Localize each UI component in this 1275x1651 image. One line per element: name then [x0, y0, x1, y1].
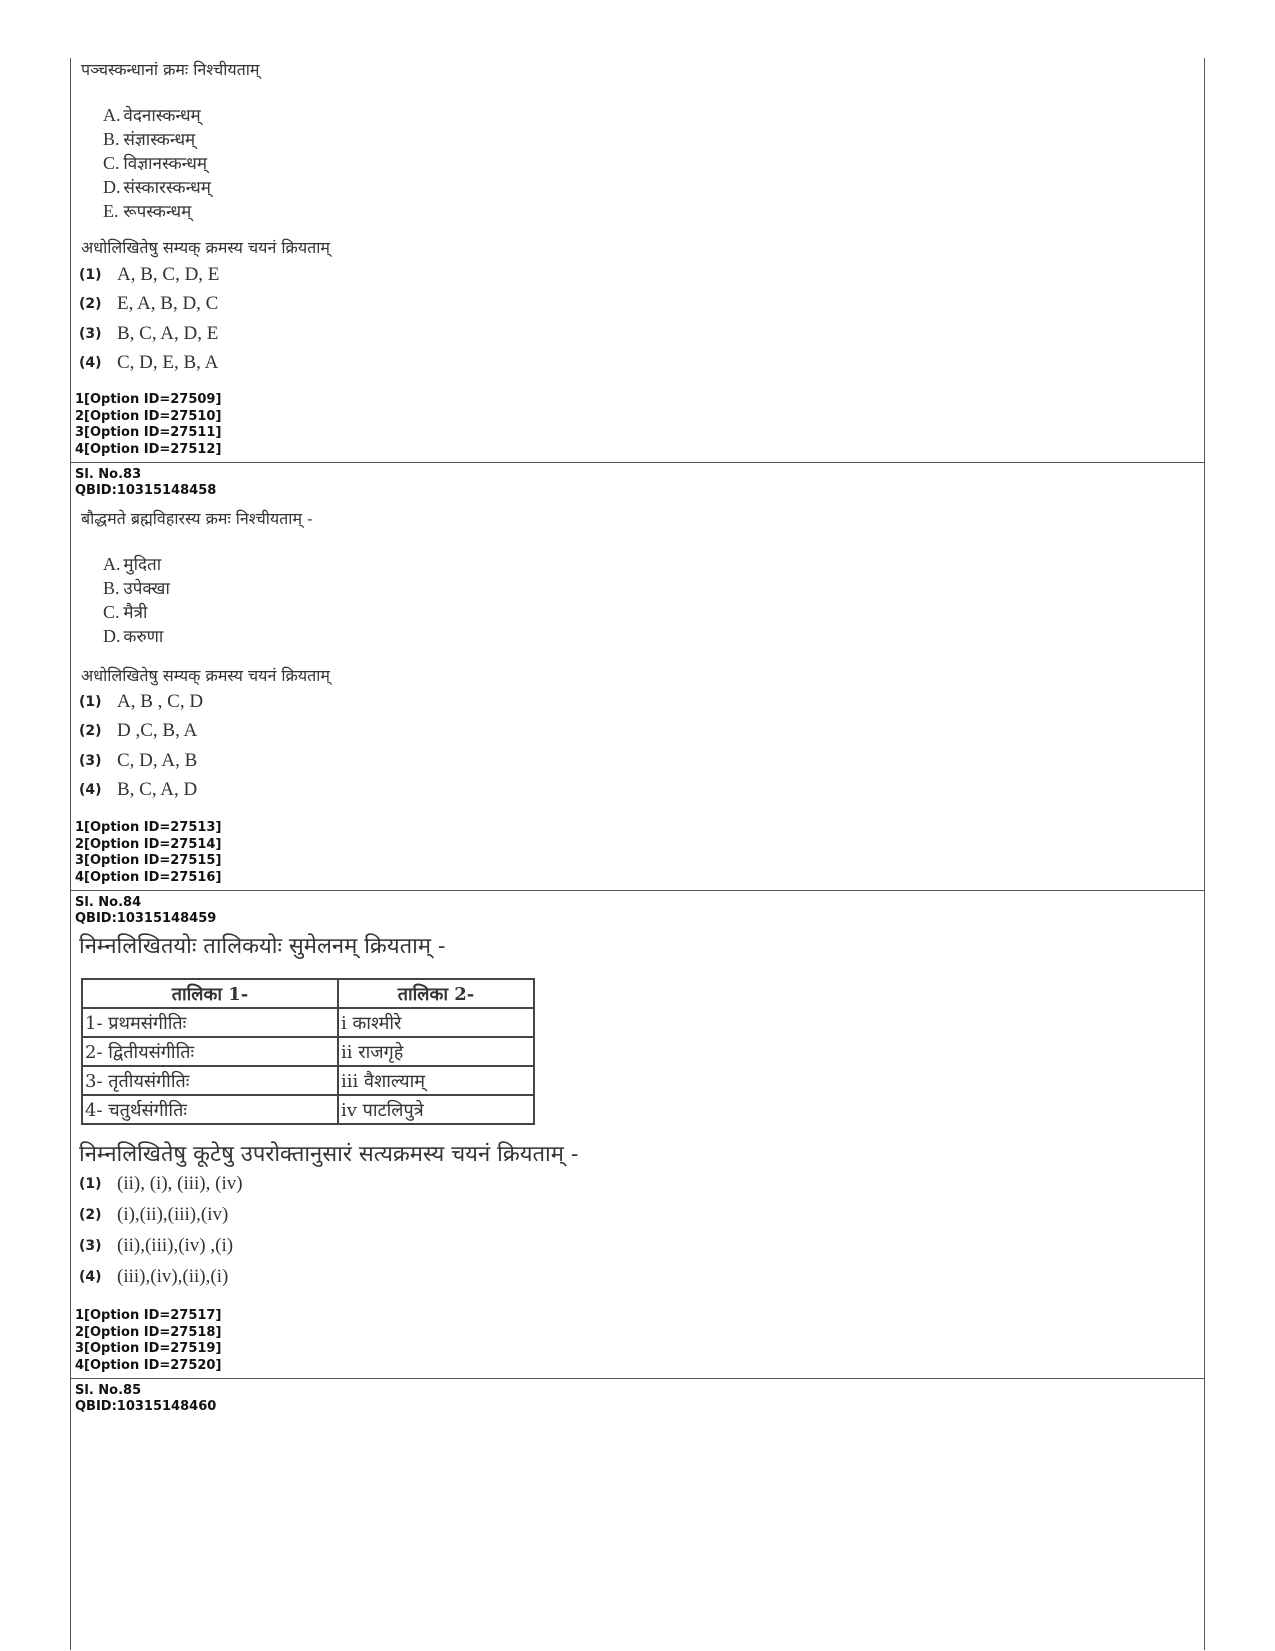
table-cell: iv पाटलिपुत्रे: [338, 1095, 534, 1124]
option-id: 2[Option ID=27518]: [75, 1324, 222, 1340]
q83-items: [103, 553, 170, 649]
answer-option[interactable]: (1) A, B , C, D: [79, 690, 204, 712]
q83-options: [79, 687, 203, 805]
answer-option[interactable]: (1) A, B, C, D, E: [79, 263, 220, 285]
table-cell: iii वैशाल्याम्: [338, 1066, 534, 1095]
q82-options: [79, 260, 219, 378]
list-item: B. उपेक्खा: [103, 578, 170, 599]
answer-option[interactable]: (3) (ii),(iii),(iv) ,(i): [79, 1234, 234, 1256]
q84-options: [79, 1168, 243, 1292]
option-id: 2[Option ID=27510]: [75, 408, 222, 424]
table-row: [82, 1095, 534, 1124]
q84-instruction: निम्नलिखितेषु कूटेषु उपरोक्तानुसारं सत्यक्रमस्य चयनं क्रियताम् -: [79, 1142, 579, 1167]
q84-option-ids: [75, 1308, 221, 1374]
answer-option[interactable]: (4) C, D, E, B, A: [79, 352, 219, 374]
table-cell: 3- तृतीयसंगीतिः: [82, 1066, 338, 1095]
answer-option[interactable]: (1) (ii), (i), (iii), (iv): [79, 1172, 243, 1194]
option-id: 4[Option ID=27512]: [75, 441, 222, 457]
serial-number: Sl. No.83: [75, 467, 142, 482]
table-cell: ii राजगृहे: [338, 1037, 534, 1066]
answer-option[interactable]: (2) D ,C, B, A: [79, 720, 198, 742]
q84-header: [75, 895, 216, 927]
qbid: QBID:10315148458: [75, 483, 217, 498]
serial-number: Sl. No.85: [75, 1383, 142, 1398]
option-id: 1[Option ID=27509]: [75, 392, 222, 407]
serial-number: Sl. No.84: [75, 895, 142, 910]
qbid: QBID:10315148459: [75, 911, 217, 926]
divider: [71, 462, 1204, 463]
answer-option[interactable]: (3) C, D, A, B: [79, 749, 198, 771]
answer-option[interactable]: (4) (iii),(iv),(ii),(i): [79, 1265, 229, 1287]
list-item: C. विज्ञानस्कन्धम्: [103, 153, 207, 174]
answer-option[interactable]: (4) B, C, A, D: [79, 779, 198, 801]
answer-option[interactable]: (2) E, A, B, D, C: [79, 293, 219, 315]
table-row: [82, 1037, 534, 1066]
match-table: [81, 978, 535, 1125]
column-header: तालिका 1-: [82, 979, 338, 1008]
option-id: 1[Option ID=27517]: [75, 1308, 222, 1323]
q83-stem: बौद्धमते ब्रह्मविहारस्य क्रमः निश्चीयताम् -: [81, 509, 313, 528]
list-item: B. संज्ञास्कन्धम्: [103, 129, 196, 150]
list-item: D. करुणा: [103, 626, 164, 647]
list-item: C. मैत्री: [103, 602, 148, 623]
option-id: 4[Option ID=27520]: [75, 1357, 222, 1373]
table-row: [82, 1066, 534, 1095]
question-paper-frame: [70, 58, 1205, 1650]
table-cell: 2- द्वितीयसंगीतिः: [82, 1037, 338, 1066]
q82-stem: पञ्चस्कन्धानां क्रमः निश्चीयताम्: [81, 60, 260, 79]
list-item: A. वेदनास्कन्धम्: [103, 105, 201, 126]
q84-stem: निम्नलिखितयोः तालिकयोः सुमेलनम् क्रियताम् -: [79, 934, 446, 959]
answer-option[interactable]: (3) B, C, A, D, E: [79, 322, 219, 344]
table-header-row: [82, 979, 534, 1008]
list-item: E. रूपस्कन्धम्: [103, 201, 192, 222]
qbid: QBID:10315148460: [75, 1399, 217, 1414]
column-header: तालिका 2-: [338, 979, 534, 1008]
option-id: 3[Option ID=27519]: [75, 1341, 222, 1356]
list-item: D. संस्कारस्कन्धम्: [103, 177, 211, 198]
option-id: 3[Option ID=27515]: [75, 853, 222, 868]
option-id: 1[Option ID=27513]: [75, 820, 222, 835]
table-cell: 4- चतुर्थसंगीतिः: [82, 1095, 338, 1124]
divider: [71, 1378, 1204, 1379]
table-cell: 1- प्रथमसंगीतिः: [82, 1008, 338, 1037]
option-id: 2[Option ID=27514]: [75, 836, 222, 852]
table-row: [82, 1008, 534, 1037]
table-cell: i काश्मीरे: [338, 1008, 534, 1037]
list-item: A. मुदिता: [103, 554, 162, 575]
divider: [71, 890, 1204, 891]
q82-option-ids: [75, 392, 221, 458]
answer-option[interactable]: (2) (i),(ii),(iii),(iv): [79, 1203, 229, 1225]
option-id: 3[Option ID=27511]: [75, 425, 222, 440]
q82-instruction: अधोलिखितेषु सम्यक् क्रमस्य चयनं क्रियताम्: [81, 238, 330, 257]
q85-header: [75, 1383, 216, 1415]
q83-header: [75, 467, 216, 499]
q83-instruction: अधोलिखितेषु सम्यक् क्रमस्य चयनं क्रियताम्: [81, 666, 330, 685]
q82-items: [103, 104, 211, 224]
option-id: 4[Option ID=27516]: [75, 869, 222, 885]
q83-option-ids: [75, 820, 221, 886]
